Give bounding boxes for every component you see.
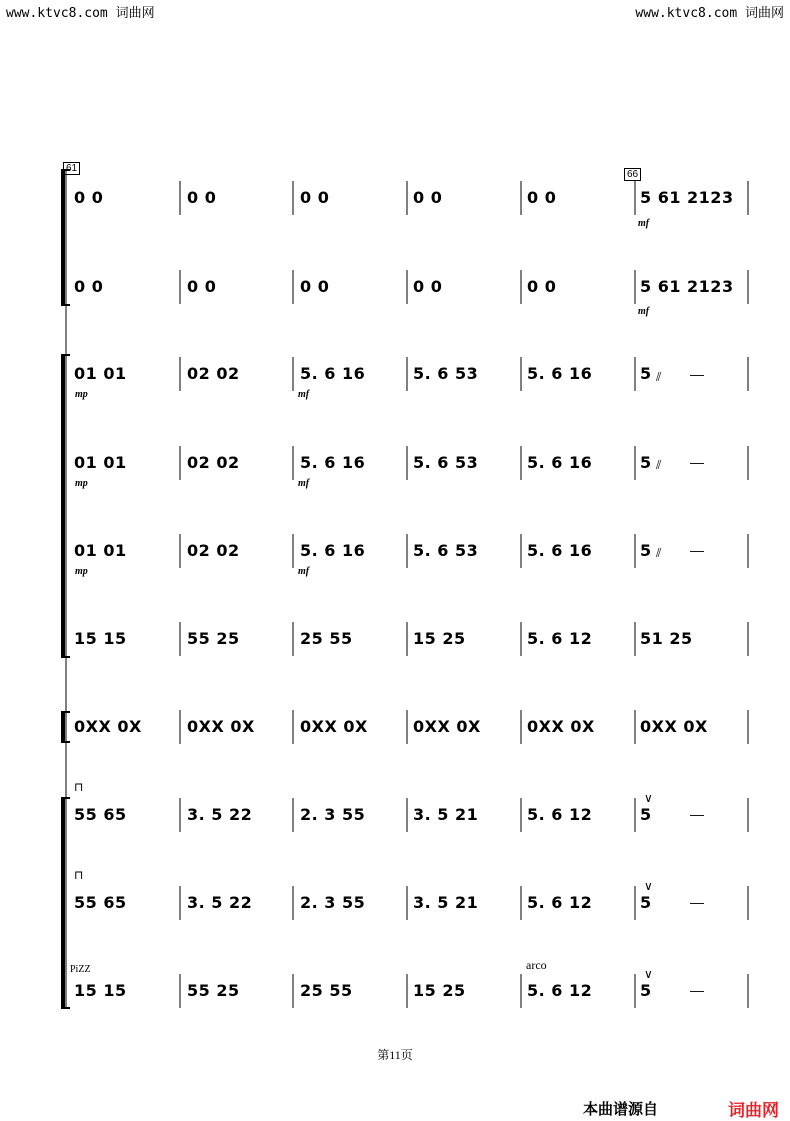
sustain-dash: — bbox=[690, 454, 704, 470]
measure-notes: 5. 6 53 bbox=[413, 364, 479, 383]
measure-notes: 5. 6 16 bbox=[527, 453, 593, 472]
measure-notes: 15 15 bbox=[74, 629, 127, 648]
measure-notes: 0 0 bbox=[187, 188, 217, 207]
dynamic-mf: mf bbox=[638, 306, 650, 317]
measure-notes: 3. 5 21 bbox=[413, 893, 479, 912]
measure-notes: 0 0 bbox=[300, 188, 330, 207]
measure-notes: 55 65 bbox=[74, 893, 127, 912]
up-bow-mark: ∨ bbox=[644, 879, 653, 893]
dynamic-mp: mp bbox=[75, 566, 88, 577]
measure-notes: 5 bbox=[640, 981, 652, 1000]
source-label: 本曲谱源自 bbox=[583, 1101, 659, 1118]
measure-notes: 2. 3 55 bbox=[300, 893, 366, 912]
rehearsal-mark-61: 61 bbox=[63, 162, 80, 175]
dynamic-mf: mf bbox=[298, 389, 310, 400]
measure-notes: 5. 6 16 bbox=[527, 364, 593, 383]
site-logo: 词曲网 bbox=[728, 1101, 779, 1120]
down-bow-mark: ⊓ bbox=[74, 780, 84, 794]
measure-notes: 5. 6 12 bbox=[527, 893, 593, 912]
measure-notes: 0 0 bbox=[413, 188, 443, 207]
measure-notes: 0XX 0X bbox=[527, 717, 595, 736]
measure-notes: 0XX 0X bbox=[74, 717, 142, 736]
measure-notes: 3. 5 22 bbox=[187, 893, 253, 912]
measure-notes: 5 bbox=[640, 541, 652, 560]
sustain-dash: — bbox=[690, 542, 704, 558]
measure-notes: 5. 6 16 bbox=[300, 453, 366, 472]
measure-notes: 5. 6 16 bbox=[300, 541, 366, 560]
measure-notes: 0 0 bbox=[527, 277, 557, 296]
page-number: 第11页 bbox=[377, 1048, 413, 1062]
measure-notes: 15 15 bbox=[74, 981, 127, 1000]
measure-notes: 0XX 0X bbox=[413, 717, 481, 736]
dynamic-mp: mp bbox=[75, 478, 88, 489]
up-bow-mark: ∨ bbox=[644, 791, 653, 805]
down-bow-mark: ⊓ bbox=[74, 868, 84, 882]
measure-notes: 3. 5 22 bbox=[187, 805, 253, 824]
tremolo-mark: ⫽ bbox=[656, 546, 662, 560]
measure-notes: 25 55 bbox=[300, 629, 353, 648]
measure-notes: 02 02 bbox=[187, 364, 240, 383]
measure-notes: 02 02 bbox=[187, 453, 240, 472]
dynamic-mf: mf bbox=[298, 566, 310, 577]
sustain-dash: — bbox=[690, 982, 704, 998]
measure-notes: 5 bbox=[640, 805, 652, 824]
measure-notes: 02 02 bbox=[187, 541, 240, 560]
arco-mark: arco bbox=[526, 958, 547, 972]
measure-notes: 0XX 0X bbox=[640, 717, 708, 736]
measure-notes: 55 25 bbox=[187, 981, 240, 1000]
measure-notes: 5. 6 12 bbox=[527, 629, 593, 648]
measure-notes: 0XX 0X bbox=[300, 717, 368, 736]
measure-notes: 2. 3 55 bbox=[300, 805, 366, 824]
measure-notes: 0 0 bbox=[300, 277, 330, 296]
measure-notes: 01 01 bbox=[74, 453, 127, 472]
measure-notes: 01 01 bbox=[74, 541, 127, 560]
sustain-dash: — bbox=[690, 806, 704, 822]
measure-notes: 55 65 bbox=[74, 805, 127, 824]
measure-notes: 25 55 bbox=[300, 981, 353, 1000]
measure-notes: 5 bbox=[640, 364, 652, 383]
measure-notes: 0 0 bbox=[74, 188, 104, 207]
measure-notes: 3. 5 21 bbox=[413, 805, 479, 824]
measure-notes: 0XX 0X bbox=[187, 717, 255, 736]
header-right: www.ktvc8.com 词曲网 bbox=[635, 6, 784, 21]
measure-notes: 01 01 bbox=[74, 364, 127, 383]
measure-notes: 15 25 bbox=[413, 629, 466, 648]
measure-notes: 5. 6 16 bbox=[300, 364, 366, 383]
measure-notes: 5 61 2123 bbox=[640, 188, 734, 207]
rehearsal-mark-66: 66 bbox=[624, 168, 641, 181]
measure-notes: 5. 6 12 bbox=[527, 805, 593, 824]
measure-notes: 55 25 bbox=[187, 629, 240, 648]
measure-notes: 51 25 bbox=[640, 629, 693, 648]
dynamic-mf: mf bbox=[638, 218, 650, 229]
up-bow-mark: ∨ bbox=[644, 967, 653, 981]
measure-notes: 15 25 bbox=[413, 981, 466, 1000]
measure-notes: 5. 6 12 bbox=[527, 981, 593, 1000]
tremolo-mark: ⫽ bbox=[656, 370, 662, 384]
pizz-mark: PiZZ bbox=[70, 964, 91, 975]
measure-notes: 5. 6 16 bbox=[527, 541, 593, 560]
measure-notes: 5 bbox=[640, 453, 652, 472]
sustain-dash: — bbox=[690, 366, 704, 382]
measure-notes: 0 0 bbox=[527, 188, 557, 207]
measure-notes: 0 0 bbox=[187, 277, 217, 296]
dynamic-mp: mp bbox=[75, 389, 88, 400]
measure-notes: 5 61 2123 bbox=[640, 277, 734, 296]
sustain-dash: — bbox=[690, 894, 704, 910]
measure-notes: 0 0 bbox=[74, 277, 104, 296]
measure-notes: 0 0 bbox=[413, 277, 443, 296]
dynamic-mf: mf bbox=[298, 478, 310, 489]
tremolo-mark: ⫽ bbox=[656, 458, 662, 472]
measure-notes: 5 bbox=[640, 893, 652, 912]
measure-notes: 5. 6 53 bbox=[413, 541, 479, 560]
header-left: www.ktvc8.com 词曲网 bbox=[6, 6, 155, 21]
measure-notes: 5. 6 53 bbox=[413, 453, 479, 472]
